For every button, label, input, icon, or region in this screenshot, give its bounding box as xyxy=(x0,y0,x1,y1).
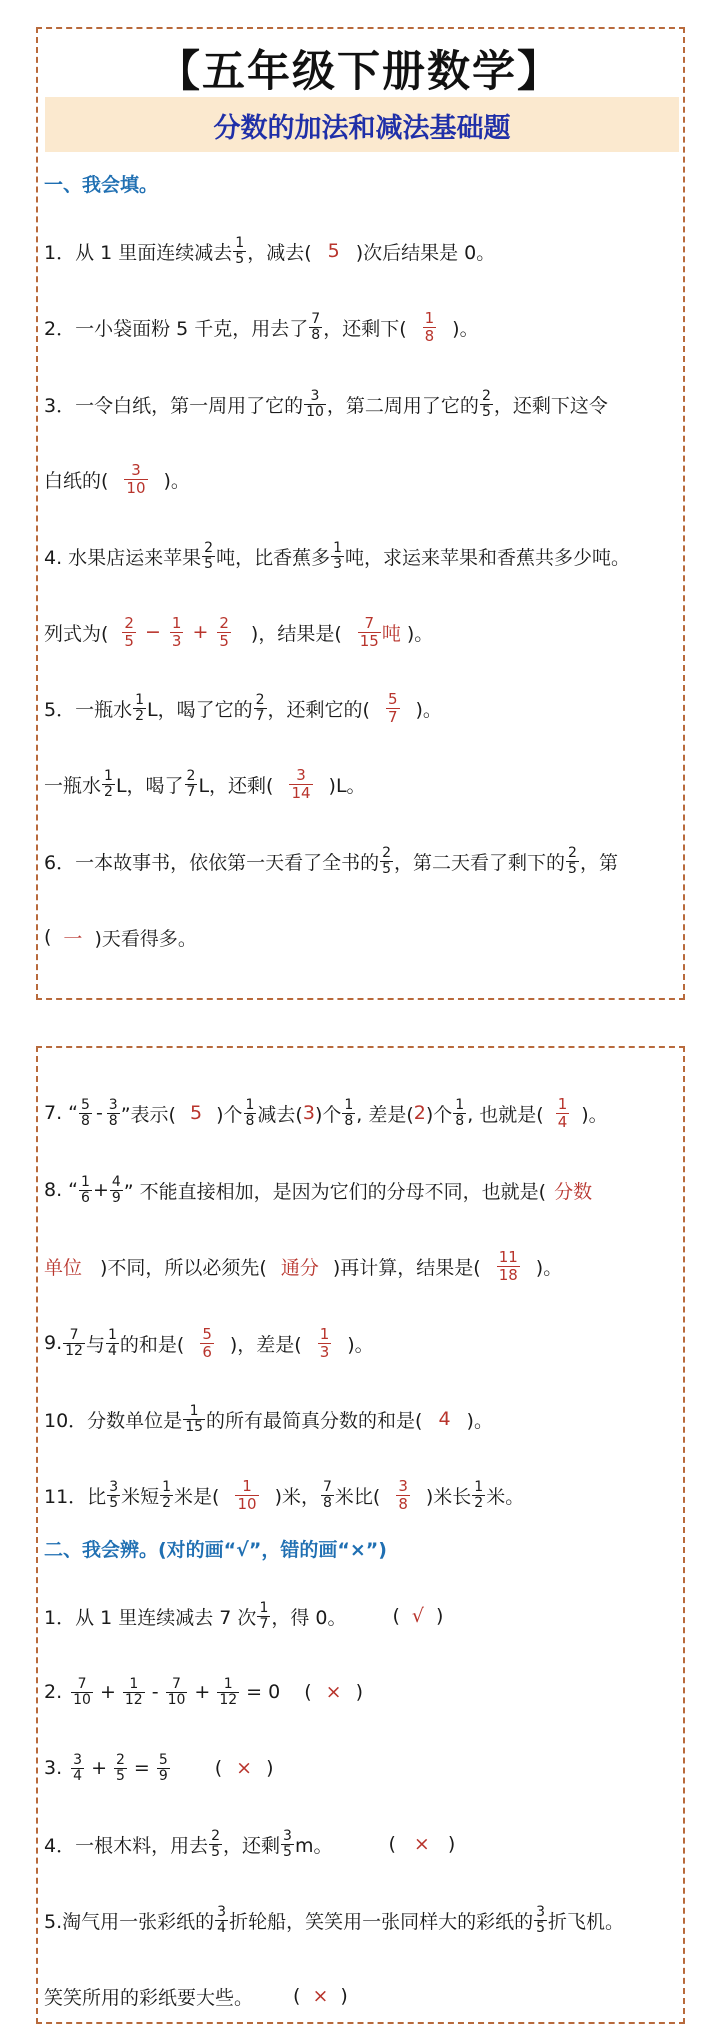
question-text: 5.淘气用一张彩纸的 xyxy=(44,1910,215,1933)
question-text: 8. “ xyxy=(44,1179,79,1201)
fraction: 7 8 xyxy=(322,1478,332,1511)
fraction: 1 8 xyxy=(455,1096,465,1129)
question-text: ” 不能直接相加，是因为它们的分母不同，也就是( xyxy=(123,1180,547,1203)
question-text: ，得 0。 xyxy=(271,1606,347,1629)
paren-open: ( xyxy=(214,1757,223,1779)
question-text: 11．比 xyxy=(44,1485,107,1508)
question-text: 10．分数单位是 xyxy=(44,1409,183,1432)
question-text: 列式为( xyxy=(44,622,109,645)
fraction: 1 4 xyxy=(107,1326,117,1359)
minus-sign: - xyxy=(151,1681,159,1703)
answer-unit: 吨 xyxy=(381,622,401,645)
paren-open: ( xyxy=(304,1681,312,1703)
fraction: 3 10 xyxy=(306,387,324,420)
fraction: 2 7 xyxy=(255,691,265,724)
paren-close: ) xyxy=(355,1681,363,1703)
question-text: 6．一本故事书，依依第一天看了全书的 xyxy=(44,851,380,874)
question-text: ，还剩下( xyxy=(323,317,407,340)
fraction: 2 5 xyxy=(204,539,214,572)
question-text: ，减去( xyxy=(247,241,312,264)
question-text: ，还剩 xyxy=(223,1834,281,1857)
fraction: 1 6 xyxy=(81,1173,90,1206)
question-text: m。 xyxy=(294,1834,333,1857)
question-text: 1．从 1 里面连续减去 xyxy=(44,241,233,264)
plus-sign: + xyxy=(99,1681,116,1703)
question-text: 折轮船，笑笑用一张同样大的彩纸的 xyxy=(229,1910,534,1933)
question-text: )米， xyxy=(274,1485,320,1508)
answer-fraction: 5 6 xyxy=(202,1324,212,1361)
fraction: 1 15 xyxy=(185,1402,204,1435)
plus-sign: + xyxy=(192,621,209,643)
paren-close: ) xyxy=(447,1833,456,1855)
question-text: 笑笑所用的彩纸要大些。 xyxy=(44,1986,254,2009)
question-1 xyxy=(44,227,495,275)
answer-fraction: 3 8 xyxy=(398,1476,408,1513)
fraction: $\frac{4}{9}$ xyxy=(111,1173,121,1206)
question-text: 1．从 1 里连续减去 7 次 xyxy=(44,1606,257,1629)
paren-close: ) xyxy=(266,1757,274,1779)
question-text: ，还剩下这令 xyxy=(493,394,608,417)
plus-sign: + xyxy=(92,1179,109,1201)
fraction: 1 5 xyxy=(235,234,245,267)
plus-sign: + xyxy=(91,1757,107,1779)
fraction: 1 2 xyxy=(474,1478,484,1511)
question-text: L，喝了 xyxy=(115,774,184,797)
question-text: )。 xyxy=(581,1103,608,1126)
equation-result: = 0 xyxy=(246,1681,281,1703)
fraction: 7 8 xyxy=(311,310,321,343)
question-text: 米短 xyxy=(121,1485,160,1508)
question-4 xyxy=(44,532,630,580)
question-text: 2．一小袋面粉 5 千克，用去了 xyxy=(44,317,309,340)
question-text: , 也就是( xyxy=(467,1103,544,1126)
answer: 2 xyxy=(413,1102,426,1124)
section-heading-judge: 二、我会辨。(对的画“√”，错的画“×”) xyxy=(44,1539,387,1561)
equals-sign: = xyxy=(133,1757,150,1779)
answer: 单位 xyxy=(44,1256,83,1279)
fraction: 7 12 xyxy=(65,1326,83,1359)
question-text: )个 xyxy=(425,1103,453,1126)
question-3 xyxy=(44,380,608,428)
answer: 一 xyxy=(63,927,83,950)
question-text: )。 xyxy=(535,1256,563,1279)
question-8-continued xyxy=(44,1242,562,1290)
minus-sign: − xyxy=(144,621,161,643)
judge-2 xyxy=(44,1668,363,1716)
paren-close: ) xyxy=(340,1985,348,2007)
paren-open: ( xyxy=(392,1605,400,1627)
answer: 通分 xyxy=(280,1256,319,1279)
answer: 5 xyxy=(327,240,340,262)
fraction: 3 8 xyxy=(108,1096,118,1129)
fraction: 1 2 xyxy=(135,691,145,724)
question-text: )，结果是( xyxy=(250,622,342,645)
answer-fraction: $\frac{1}{3}$ xyxy=(171,613,182,650)
page-title: 【五年级下册数学】 xyxy=(157,47,562,97)
judge-5-continued xyxy=(44,1972,348,2020)
question-text: )，差是( xyxy=(229,1333,302,1356)
question-text: )。 xyxy=(347,1333,374,1356)
question-text: 的所有最简真分数的和是( xyxy=(206,1409,423,1432)
question-text: )米长 xyxy=(425,1485,472,1508)
fraction: $\frac{5}{9}$ xyxy=(158,1751,168,1784)
fraction: $\frac{1}{12}$ xyxy=(219,1675,238,1708)
question-text: 折飞机。 xyxy=(548,1910,625,1933)
question-6 xyxy=(44,837,618,885)
fraction: 2 5 xyxy=(382,844,392,877)
question-text: )不同，所以必须先( xyxy=(100,1256,267,1279)
section-heading-fill: 一、我会填。 xyxy=(44,174,159,196)
answer-fraction: 3 14 xyxy=(291,765,311,802)
question-11 xyxy=(44,1471,524,1519)
question-text: ( xyxy=(44,926,52,948)
question-3-continued xyxy=(44,455,190,503)
question-text: )再计算，结果是( xyxy=(332,1256,481,1279)
question-text: L，喝了它的 xyxy=(147,698,253,721)
question-6-continued xyxy=(44,913,197,961)
question-text: )。 xyxy=(466,1409,493,1432)
plus-sign: + xyxy=(194,1681,211,1703)
fraction: 2 5 xyxy=(211,1827,221,1860)
judge-mark: × xyxy=(325,1681,342,1703)
answer-fraction: 1 10 xyxy=(237,1476,257,1513)
answer-fraction: 5 7 xyxy=(387,689,398,726)
answer-fraction: 3 10 xyxy=(126,460,146,497)
question-text: 米。 xyxy=(486,1485,525,1508)
judge-5 xyxy=(44,1896,624,1944)
question-text: 吨，求运来苹果和香蕉共多少吨。 xyxy=(345,546,631,569)
fraction: 5 8 xyxy=(81,1096,90,1129)
question-text: 9. xyxy=(44,1332,63,1354)
question-text: 一瓶水 xyxy=(44,774,102,797)
fraction: 2 7 xyxy=(186,767,196,800)
question-text: 吨，比香蕉多 xyxy=(216,546,331,569)
question-5-part-2 xyxy=(44,760,366,808)
question-text: 减去( xyxy=(257,1103,303,1126)
question-text: 2. xyxy=(44,1681,63,1703)
judge-mark: × xyxy=(312,1985,329,2007)
question-text: )天看得多。 xyxy=(94,927,197,950)
question-text: 米是( xyxy=(174,1485,220,1508)
question-text: 的和是( xyxy=(119,1333,185,1356)
question-text: , 差是( xyxy=(356,1103,414,1126)
fraction: 7 10 xyxy=(167,1675,186,1708)
question-text: )。 xyxy=(452,317,479,340)
fraction: 3 5 xyxy=(109,1478,119,1511)
question-text: ，第二天看了剩下的 xyxy=(394,851,566,874)
question-text: 白纸的( xyxy=(44,469,109,492)
answer-fraction: 1 3 xyxy=(319,1324,330,1361)
minus-sign: - xyxy=(95,1102,103,1124)
answer: 分数 xyxy=(554,1180,593,1203)
fraction: 3 5 xyxy=(283,1827,292,1860)
question-9 xyxy=(44,1319,374,1367)
question-text: ，第 xyxy=(579,851,618,874)
judge-mark: √ xyxy=(411,1605,425,1627)
fraction: 1 3 xyxy=(333,539,343,572)
fraction: $\frac{2}{5}$ xyxy=(115,1751,125,1784)
judge-1 xyxy=(44,1592,443,1640)
question-text: ，还剩它的( xyxy=(267,698,370,721)
question-text: 3．一令白纸，第一周用了它的 xyxy=(44,394,304,417)
question-text: 4. 水果店运来苹果 xyxy=(44,546,202,569)
question-text: )。 xyxy=(406,622,434,645)
question-text: 4．一根木料，用去 xyxy=(44,1834,209,1857)
judge-mark: × xyxy=(413,1833,430,1855)
question-4-continued xyxy=(44,608,433,656)
fraction: 1 8 xyxy=(344,1096,354,1129)
question-10 xyxy=(44,1395,493,1443)
fraction: 3 4 xyxy=(73,1751,83,1784)
fraction: 2 5 xyxy=(481,387,491,420)
paren-open: ( xyxy=(388,1833,396,1855)
answer: 4 xyxy=(438,1408,451,1430)
fraction: 3 4 xyxy=(217,1903,227,1936)
question-text: 米比( xyxy=(334,1485,381,1508)
answer-fraction: 1 8 xyxy=(424,308,435,345)
judge-mark: × xyxy=(236,1757,253,1779)
page-subtitle: 分数的加法和减法基础题 xyxy=(213,113,511,144)
question-7 xyxy=(44,1089,608,1137)
question-text: )。 xyxy=(163,469,190,492)
fraction: $\frac{1}{12}$ xyxy=(124,1675,143,1708)
answer-fraction: 7 15 xyxy=(359,613,379,650)
question-text: 7. “ xyxy=(44,1102,79,1124)
question-text: )L。 xyxy=(328,774,366,797)
question-text: )次后结果是 0。 xyxy=(355,241,496,264)
question-text: )个 xyxy=(314,1103,342,1126)
question-text: L，还剩( xyxy=(198,774,274,797)
fraction: 7 10 xyxy=(73,1675,91,1708)
answer-fraction: 11 18 xyxy=(498,1247,518,1284)
fraction: 1 2 xyxy=(104,767,113,800)
question-text: ，第二周用了它的 xyxy=(326,394,479,417)
answer-fraction: $\frac{2}{5}$ xyxy=(219,613,229,650)
question-text: 5．一瓶水 xyxy=(44,698,133,721)
judge-4 xyxy=(44,1820,455,1868)
fraction: 2 5 xyxy=(568,844,577,877)
question-text: )。 xyxy=(415,698,442,721)
answer: 5 xyxy=(189,1102,203,1124)
judge-3 xyxy=(44,1744,274,1792)
question-text: )个 xyxy=(216,1103,243,1126)
answer: 3 xyxy=(302,1102,315,1124)
question-text: ”表示( xyxy=(120,1103,176,1126)
answer-fraction: 2 5 xyxy=(124,613,134,650)
paren-open: ( xyxy=(293,1985,301,2007)
question-text: 与 xyxy=(85,1333,105,1356)
fraction: 1 8 xyxy=(245,1096,255,1129)
question-5 xyxy=(44,684,442,732)
question-2 xyxy=(44,303,479,351)
answer-fraction: 1 4 xyxy=(557,1094,568,1131)
paren-close: ) xyxy=(436,1605,444,1627)
question-8 xyxy=(44,1166,592,1214)
fraction: 1 2 xyxy=(162,1478,172,1511)
fraction: 3 5 xyxy=(536,1903,545,1936)
fraction: 1 7 xyxy=(259,1599,269,1632)
question-text: 3. xyxy=(44,1757,63,1779)
